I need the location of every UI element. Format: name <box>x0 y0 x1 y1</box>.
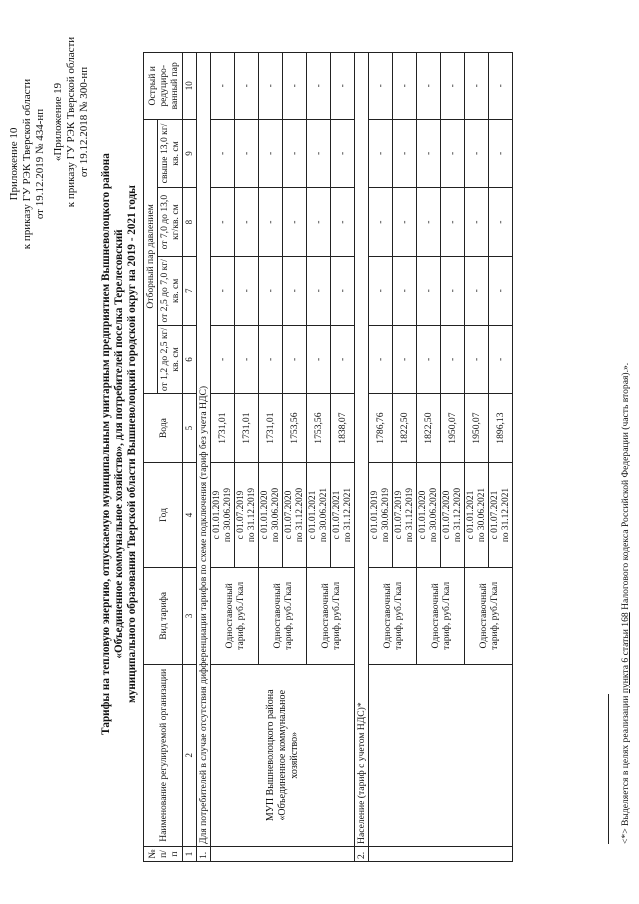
steam-tariff-cell: - <box>393 188 417 257</box>
period-end: по 31.12.2019 <box>404 487 415 543</box>
col-org-header: Наименование регулируемой организации <box>144 664 183 846</box>
steam-tariff-cell: - <box>369 256 393 325</box>
steam-tariff-cell: - <box>259 119 283 188</box>
steam-tariff-cell: - <box>417 325 441 394</box>
steam-tariff-cell: - <box>417 188 441 257</box>
col-water-header: Вода <box>144 394 183 463</box>
steam-tariff-cell: - <box>283 53 307 120</box>
col-year-header: Год <box>144 462 183 567</box>
period-cell <box>211 462 235 567</box>
period-end: по 31.12.2021 <box>342 487 353 543</box>
sub-annex-date: от 19.12.2018 № 300-нп <box>78 66 90 178</box>
water-tariff-cell: 1950,07 <box>441 394 465 463</box>
period-start: с 01.07.2020 <box>442 490 452 540</box>
steam-tariff-cell: - <box>331 53 355 120</box>
period-end: по 30.06.2020 <box>270 487 281 543</box>
period-cell <box>393 462 417 567</box>
period-cell <box>235 462 259 567</box>
col-steam-3-header: от 7,0 до 13,0 кг/кв. см <box>158 188 183 257</box>
steam-tariff-cell: - <box>211 188 235 257</box>
annex-title: Приложение 10 <box>8 127 20 201</box>
tariff-type-cell: Одноставочный тариф, руб./Гкал <box>369 568 417 665</box>
period-end: по 30.06.2021 <box>476 487 487 543</box>
organization-cell: МУП Вышневолоцкого района «Объединенное коммунальное хозяйство» <box>211 664 355 846</box>
sub-annex-order: к приказу ГУ РЭК Тверской области <box>65 36 77 208</box>
water-tariff-cell: 1950,07 <box>465 394 489 463</box>
steam-tariff-cell: - <box>393 53 417 120</box>
steam-tariff-cell: - <box>393 119 417 188</box>
column-number: 3 <box>183 568 197 665</box>
period-start: с 01.01.2020 <box>418 490 428 540</box>
steam-tariff-cell: - <box>369 119 393 188</box>
steam-tariff-cell: - <box>259 188 283 257</box>
period-cell <box>331 462 355 567</box>
col-no-header: № п/ п <box>144 846 183 861</box>
col-steam-1-header: от 1,2 до 2,5 кг/кв. см <box>158 325 183 394</box>
period-cell <box>259 462 283 567</box>
steam-tariff-cell: - <box>211 325 235 394</box>
steam-tariff-cell: - <box>331 119 355 188</box>
tariff-type-cell: Одноставочный тариф, руб./Гкал <box>465 568 513 665</box>
steam-tariff-cell: - <box>307 119 331 188</box>
col-type-header: Вид тарифа <box>144 568 183 665</box>
period-start: с 01.01.2019 <box>370 490 380 540</box>
steam-tariff-cell: - <box>283 325 307 394</box>
period-end: по 30.06.2020 <box>428 487 439 543</box>
table-row <box>369 53 393 862</box>
col-steam-group-header: Отборный пар давлением <box>144 119 158 394</box>
water-tariff-cell: 1822,50 <box>417 394 441 463</box>
period-start: с 01.07.2019 <box>394 490 404 540</box>
annex-19-header <box>52 12 91 232</box>
period-cell <box>441 462 465 567</box>
water-tariff-cell: 1731,01 <box>235 394 259 463</box>
steam-tariff-cell: - <box>417 119 441 188</box>
group-label: Для потребителей в случае отсутствия дифференциации тарифов по схеме подключения (тариф без учета НДС) <box>197 53 211 847</box>
steam-tariff-cell: - <box>441 53 465 120</box>
water-tariff-cell: 1731,01 <box>259 394 283 463</box>
steam-tariff-cell: - <box>211 119 235 188</box>
column-number: 2 <box>183 664 197 846</box>
steam-tariff-cell: - <box>441 188 465 257</box>
column-number: 10 <box>183 53 197 120</box>
title-line: муниципального образования Тверской области Вышневолоцкий городской округ на 2019 - 2021 годы <box>126 185 138 703</box>
tariff-table <box>143 52 513 862</box>
steam-tariff-cell: - <box>331 256 355 325</box>
sub-annex-title: «Приложение 19 <box>52 82 64 162</box>
period-end: по 30.06.2021 <box>318 487 329 543</box>
steam-tariff-cell: - <box>417 53 441 120</box>
column-number: 5 <box>183 394 197 463</box>
water-tariff-cell: 1731,01 <box>211 394 235 463</box>
steam-tariff-cell: - <box>211 53 235 120</box>
group-row <box>355 53 369 862</box>
steam-tariff-cell: - <box>489 256 513 325</box>
period-end: по 31.12.2019 <box>246 487 257 543</box>
column-number: 7 <box>183 256 197 325</box>
water-tariff-cell: 1838,07 <box>331 394 355 463</box>
period-end: по 30.06.2019 <box>222 487 233 543</box>
steam-tariff-cell: - <box>441 256 465 325</box>
footnote-divider <box>608 694 609 844</box>
water-tariff-cell: 1896,13 <box>489 394 513 463</box>
water-tariff-cell: 1753,56 <box>283 394 307 463</box>
steam-tariff-cell: - <box>235 325 259 394</box>
column-number: 1 <box>183 846 197 861</box>
period-start: с 01.01.2021 <box>308 490 318 540</box>
annex-10-header <box>8 64 47 264</box>
steam-tariff-cell: - <box>465 119 489 188</box>
water-tariff-cell: 1786,76 <box>369 394 393 463</box>
steam-tariff-cell: - <box>369 53 393 120</box>
steam-tariff-cell: - <box>307 256 331 325</box>
steam-tariff-cell: - <box>393 256 417 325</box>
period-cell <box>489 462 513 567</box>
footnote-link[interactable]: пункта 6 статьи 168 <box>620 612 631 694</box>
steam-tariff-cell: - <box>369 325 393 394</box>
steam-tariff-cell: - <box>369 188 393 257</box>
steam-tariff-cell: - <box>283 256 307 325</box>
document-title <box>100 124 139 764</box>
tariff-type-cell: Одноставочный тариф, руб./Гкал <box>307 568 355 665</box>
title-line: Тарифы на тепловую энергию, отпускаемую муниципальным унитарным предприятием Вышневолоцкого района <box>100 153 112 735</box>
tariff-type-cell: Одноставочный тариф, руб./Гкал <box>211 568 259 665</box>
footnote-text-end: Налогового кодекса Российской Федерации (часть вторая).». <box>620 362 631 613</box>
period-cell <box>283 462 307 567</box>
steam-tariff-cell: - <box>465 325 489 394</box>
steam-tariff-cell: - <box>259 325 283 394</box>
row-number-cell <box>369 846 513 861</box>
period-end: по 31.12.2021 <box>500 487 511 543</box>
steam-tariff-cell: - <box>283 188 307 257</box>
period-start: с 01.07.2020 <box>284 490 294 540</box>
period-start: с 01.01.2019 <box>212 490 222 540</box>
steam-tariff-cell: - <box>489 325 513 394</box>
steam-tariff-cell: - <box>259 53 283 120</box>
steam-tariff-cell: - <box>235 188 259 257</box>
steam-tariff-cell: - <box>235 53 259 120</box>
steam-tariff-cell: - <box>441 119 465 188</box>
steam-tariff-cell: - <box>465 53 489 120</box>
steam-tariff-cell: - <box>211 256 235 325</box>
period-start: с 01.07.2021 <box>490 490 500 540</box>
column-number: 8 <box>183 188 197 257</box>
header-row <box>144 53 158 862</box>
annex-date: от 19.12.2019 № 434-нп <box>34 108 46 220</box>
steam-tariff-cell: - <box>393 325 417 394</box>
group-number: 2. <box>355 846 369 861</box>
steam-tariff-cell: - <box>331 188 355 257</box>
column-number: 4 <box>183 462 197 567</box>
period-start: с 01.01.2021 <box>466 490 476 540</box>
steam-tariff-cell: - <box>441 325 465 394</box>
steam-tariff-cell: - <box>259 256 283 325</box>
group-number: 1. <box>197 846 211 861</box>
row-number-cell <box>211 846 355 861</box>
group-label: Население (тариф с учетом НДС)* <box>355 53 369 847</box>
group-row <box>197 53 211 862</box>
steam-tariff-cell: - <box>235 256 259 325</box>
column-number: 9 <box>183 119 197 188</box>
steam-tariff-cell: - <box>235 119 259 188</box>
table-row <box>211 53 235 862</box>
period-end: по 31.12.2020 <box>452 487 463 543</box>
steam-tariff-cell: - <box>307 53 331 120</box>
steam-tariff-cell: - <box>307 188 331 257</box>
water-tariff-cell: 1753,56 <box>307 394 331 463</box>
footnote-text: <*> Выделяется в целях реализации <box>620 693 631 844</box>
col-steam-4-header: свыше 13,0 кг/кв. см <box>158 119 183 188</box>
tariff-type-cell: Одноставочный тариф, руб./Гкал <box>417 568 465 665</box>
period-cell <box>369 462 393 567</box>
column-number: 6 <box>183 325 197 394</box>
column-number-row <box>183 53 197 862</box>
period-end: по 30.06.2019 <box>380 487 391 543</box>
steam-tariff-cell: - <box>465 188 489 257</box>
footnote <box>620 363 631 844</box>
period-start: с 01.07.2021 <box>332 490 342 540</box>
col-steam-2-header: от 2,5 до 7,0 кг/кв. см <box>158 256 183 325</box>
steam-tariff-cell: - <box>489 119 513 188</box>
annex-order: к приказу ГУ РЭК Тверской области <box>21 78 33 250</box>
steam-tariff-cell: - <box>489 188 513 257</box>
period-end: по 31.12.2020 <box>294 487 305 543</box>
steam-tariff-cell: - <box>465 256 489 325</box>
tariff-type-cell: Одноставочный тариф, руб./Гкал <box>259 568 307 665</box>
period-cell <box>465 462 489 567</box>
water-tariff-cell: 1822,50 <box>393 394 417 463</box>
period-start: с 01.07.2019 <box>236 490 246 540</box>
steam-tariff-cell: - <box>307 325 331 394</box>
title-line: «Объединенное коммунальное хозяйство», для потребителей поселка Терелесовский <box>113 229 125 659</box>
organization-cell <box>369 664 513 846</box>
steam-tariff-cell: - <box>331 325 355 394</box>
steam-tariff-cell: - <box>417 256 441 325</box>
period-start: с 01.01.2020 <box>260 490 270 540</box>
steam-tariff-cell: - <box>489 53 513 120</box>
period-cell <box>307 462 331 567</box>
steam-tariff-cell: - <box>283 119 307 188</box>
period-cell <box>417 462 441 567</box>
col-sharp-steam-header: Острый и редуциро-ванный пар <box>144 53 183 120</box>
